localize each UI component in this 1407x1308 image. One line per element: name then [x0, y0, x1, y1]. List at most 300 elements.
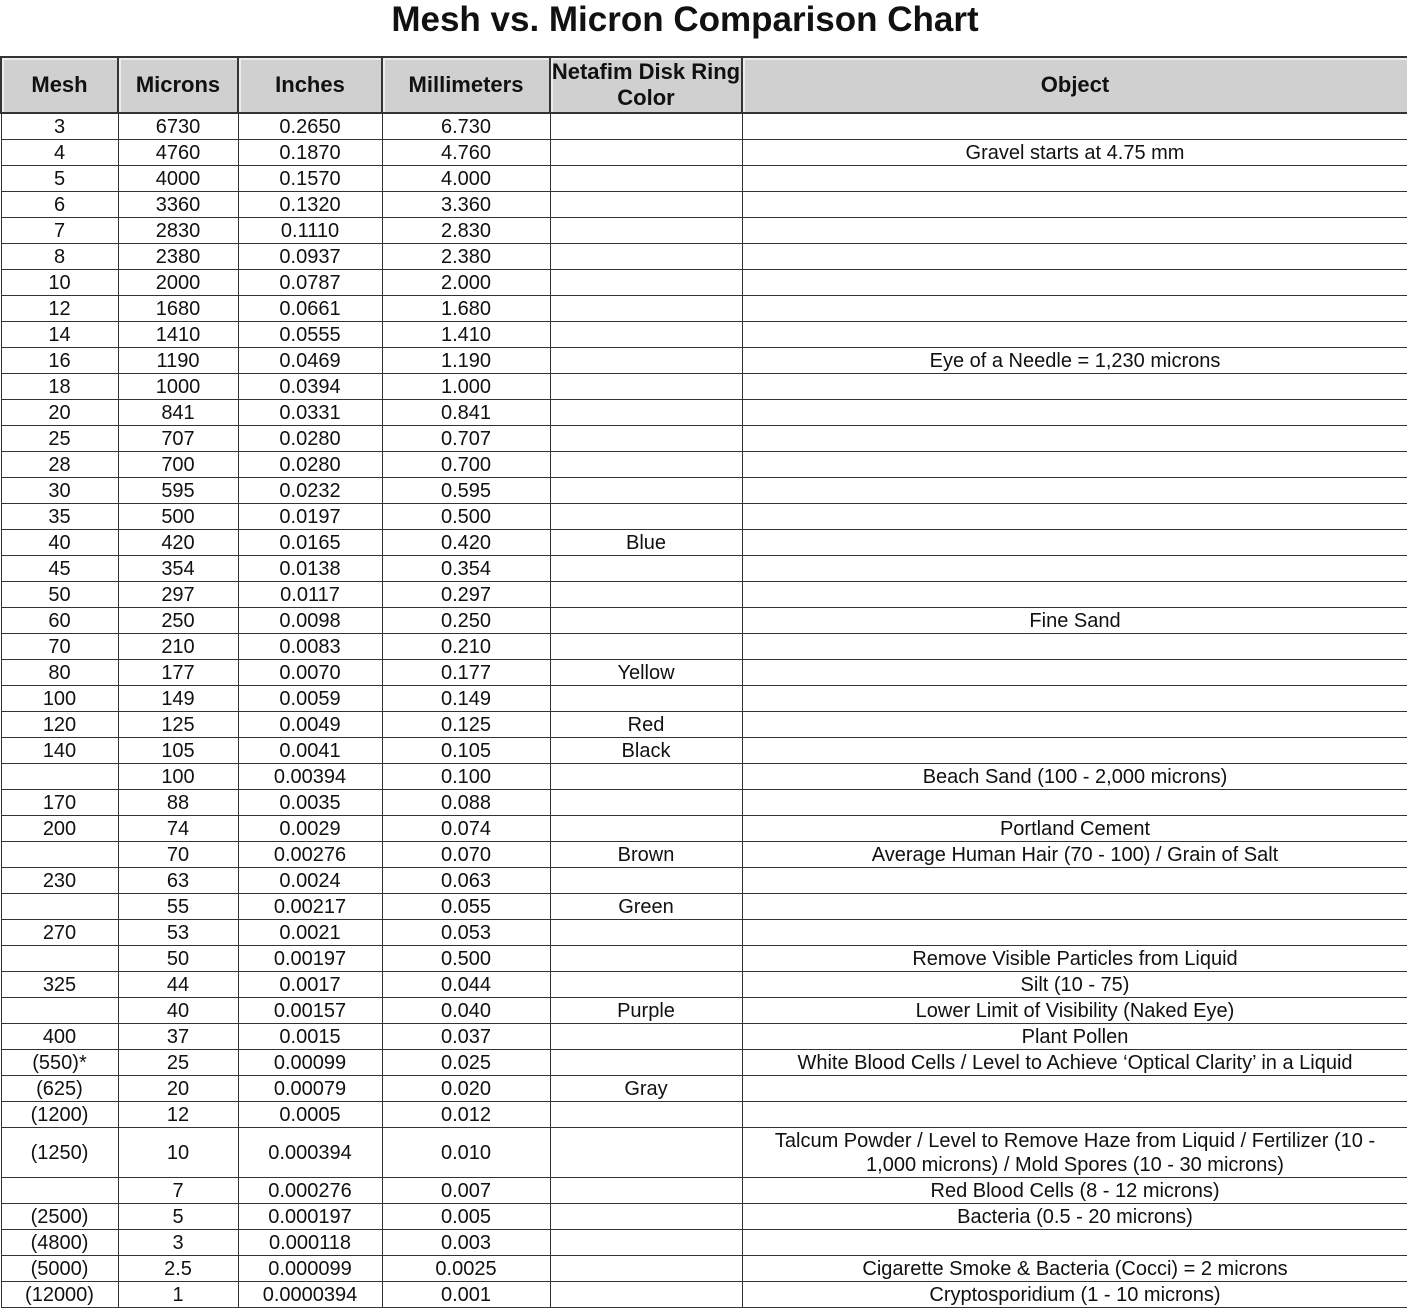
cell-microns: 297 [118, 582, 238, 608]
table-row [1, 1050, 1407, 1076]
cell-mesh: 40 [1, 530, 118, 556]
cell-ring-color: Yellow [550, 660, 742, 686]
cell-ring-color [550, 166, 742, 192]
cell-millimeters: 0.354 [382, 556, 550, 582]
cell-millimeters: 0.010 [382, 1128, 550, 1178]
cell-ring-color [550, 920, 742, 946]
cell-object: Remove Visible Particles from Liquid [742, 946, 1407, 972]
cell-millimeters: 0.841 [382, 400, 550, 426]
table-row [1, 322, 1407, 348]
cell-microns: 5 [118, 1204, 238, 1230]
cell-microns: 20 [118, 1076, 238, 1102]
table-row [1, 1024, 1407, 1050]
table-row [1, 556, 1407, 582]
cell-millimeters: 0.595 [382, 478, 550, 504]
cell-mesh: 5 [1, 166, 118, 192]
cell-millimeters: 2.830 [382, 218, 550, 244]
header-inches: Inches [238, 57, 382, 113]
cell-ring-color: Gray [550, 1076, 742, 1102]
table-row [1, 972, 1407, 998]
mesh-micron-table [0, 56, 1407, 1308]
table-row [1, 1178, 1407, 1204]
cell-object [742, 504, 1407, 530]
cell-ring-color [550, 322, 742, 348]
cell-ring-color [550, 634, 742, 660]
cell-mesh: 230 [1, 868, 118, 894]
cell-object [742, 894, 1407, 920]
cell-millimeters: 6.730 [382, 113, 550, 140]
cell-object [742, 113, 1407, 140]
cell-mesh [1, 842, 118, 868]
cell-ring-color [550, 504, 742, 530]
cell-object: Average Human Hair (70 - 100) / Grain of Salt [742, 842, 1407, 868]
cell-millimeters: 0.210 [382, 634, 550, 660]
cell-ring-color [550, 1050, 742, 1076]
cell-microns: 4000 [118, 166, 238, 192]
cell-millimeters: 0.074 [382, 816, 550, 842]
table-row [1, 712, 1407, 738]
cell-microns: 2.5 [118, 1256, 238, 1282]
table-row [1, 1076, 1407, 1102]
cell-microns: 7 [118, 1178, 238, 1204]
cell-ring-color: Purple [550, 998, 742, 1024]
cell-microns: 149 [118, 686, 238, 712]
cell-microns: 88 [118, 790, 238, 816]
cell-inches: 0.0937 [238, 244, 382, 270]
cell-millimeters: 0.700 [382, 452, 550, 478]
cell-mesh: 25 [1, 426, 118, 452]
cell-object: Fine Sand [742, 608, 1407, 634]
cell-inches: 0.000197 [238, 1204, 382, 1230]
cell-millimeters: 0.003 [382, 1230, 550, 1256]
cell-ring-color [550, 972, 742, 998]
cell-inches: 0.0017 [238, 972, 382, 998]
cell-inches: 0.0138 [238, 556, 382, 582]
cell-ring-color: Blue [550, 530, 742, 556]
cell-object: Plant Pollen [742, 1024, 1407, 1050]
cell-mesh: 10 [1, 270, 118, 296]
cell-inches: 0.0070 [238, 660, 382, 686]
cell-microns: 55 [118, 894, 238, 920]
cell-mesh: (2500) [1, 1204, 118, 1230]
cell-millimeters: 0.100 [382, 764, 550, 790]
cell-microns: 250 [118, 608, 238, 634]
cell-microns: 74 [118, 816, 238, 842]
cell-ring-color [550, 1102, 742, 1128]
cell-mesh: 30 [1, 478, 118, 504]
cell-millimeters: 0.020 [382, 1076, 550, 1102]
cell-mesh: 50 [1, 582, 118, 608]
cell-inches: 0.0029 [238, 816, 382, 842]
cell-inches: 0.0000394 [238, 1282, 382, 1308]
cell-millimeters: 0.500 [382, 946, 550, 972]
cell-microns: 841 [118, 400, 238, 426]
cell-object [742, 712, 1407, 738]
cell-mesh: (4800) [1, 1230, 118, 1256]
cell-object: Silt (10 - 75) [742, 972, 1407, 998]
cell-microns: 10 [118, 1128, 238, 1178]
cell-inches: 0.0005 [238, 1102, 382, 1128]
cell-microns: 1190 [118, 348, 238, 374]
cell-inches: 0.0021 [238, 920, 382, 946]
cell-object [742, 790, 1407, 816]
cell-millimeters: 0.250 [382, 608, 550, 634]
cell-mesh: 14 [1, 322, 118, 348]
cell-object: Gravel starts at 4.75 mm [742, 140, 1407, 166]
cell-ring-color [550, 1256, 742, 1282]
page-title: Mesh vs. Micron Comparison Chart [391, 0, 979, 39]
cell-inches: 0.00394 [238, 764, 382, 790]
cell-object: White Blood Cells / Level to Achieve ‘Optical Clarity’ in a Liquid [742, 1050, 1407, 1076]
cell-millimeters: 4.760 [382, 140, 550, 166]
cell-millimeters: 0.001 [382, 1282, 550, 1308]
cell-mesh: 16 [1, 348, 118, 374]
cell-microns: 3 [118, 1230, 238, 1256]
cell-object: Eye of a Needle = 1,230 microns [742, 348, 1407, 374]
table-row [1, 1128, 1407, 1178]
cell-ring-color [550, 192, 742, 218]
table-row [1, 608, 1407, 634]
cell-mesh: 35 [1, 504, 118, 530]
cell-ring-color [550, 686, 742, 712]
cell-ring-color [550, 556, 742, 582]
cell-millimeters: 2.000 [382, 270, 550, 296]
cell-millimeters: 0.040 [382, 998, 550, 1024]
cell-ring-color [550, 426, 742, 452]
cell-mesh: 140 [1, 738, 118, 764]
table-row [1, 426, 1407, 452]
cell-millimeters: 0.063 [382, 868, 550, 894]
table-row [1, 582, 1407, 608]
cell-inches: 0.0661 [238, 296, 382, 322]
cell-inches: 0.0035 [238, 790, 382, 816]
cell-ring-color [550, 868, 742, 894]
cell-microns: 707 [118, 426, 238, 452]
cell-object [742, 868, 1407, 894]
cell-inches: 0.0049 [238, 712, 382, 738]
cell-object: Portland Cement [742, 816, 1407, 842]
cell-object [742, 244, 1407, 270]
cell-mesh: 45 [1, 556, 118, 582]
cell-millimeters: 0.297 [382, 582, 550, 608]
header-millimeters: Millimeters [382, 57, 550, 113]
cell-millimeters: 1.190 [382, 348, 550, 374]
table-row [1, 296, 1407, 322]
cell-microns: 1000 [118, 374, 238, 400]
cell-inches: 0.2650 [238, 113, 382, 140]
cell-inches: 0.0787 [238, 270, 382, 296]
cell-microns: 6730 [118, 113, 238, 140]
cell-inches: 0.0469 [238, 348, 382, 374]
cell-microns: 63 [118, 868, 238, 894]
cell-microns: 53 [118, 920, 238, 946]
cell-microns: 700 [118, 452, 238, 478]
cell-microns: 2380 [118, 244, 238, 270]
cell-object [742, 166, 1407, 192]
table-row [1, 140, 1407, 166]
cell-inches: 0.000276 [238, 1178, 382, 1204]
cell-object [742, 738, 1407, 764]
cell-object [742, 634, 1407, 660]
cell-millimeters: 0.088 [382, 790, 550, 816]
cell-ring-color [550, 374, 742, 400]
cell-millimeters: 2.380 [382, 244, 550, 270]
cell-mesh [1, 946, 118, 972]
cell-object: Cryptosporidium (1 - 10 microns) [742, 1282, 1407, 1308]
cell-inches: 0.0041 [238, 738, 382, 764]
cell-object [742, 400, 1407, 426]
cell-ring-color [550, 1178, 742, 1204]
cell-mesh: 270 [1, 920, 118, 946]
cell-ring-color [550, 1230, 742, 1256]
cell-object [742, 218, 1407, 244]
cell-inches: 0.0024 [238, 868, 382, 894]
cell-mesh: (1200) [1, 1102, 118, 1128]
cell-inches: 0.0280 [238, 426, 382, 452]
cell-object [742, 660, 1407, 686]
cell-object [742, 452, 1407, 478]
cell-ring-color: Black [550, 738, 742, 764]
cell-object: Lower Limit of Visibility (Naked Eye) [742, 998, 1407, 1024]
cell-inches: 0.1870 [238, 140, 382, 166]
cell-object [742, 530, 1407, 556]
cell-inches: 0.0015 [238, 1024, 382, 1050]
cell-object: Red Blood Cells (8 - 12 microns) [742, 1178, 1407, 1204]
cell-object [742, 270, 1407, 296]
cell-mesh: 7 [1, 218, 118, 244]
cell-millimeters: 1.000 [382, 374, 550, 400]
cell-object [742, 920, 1407, 946]
cell-microns: 4760 [118, 140, 238, 166]
cell-mesh [1, 998, 118, 1024]
cell-mesh: 8 [1, 244, 118, 270]
cell-inches: 0.00276 [238, 842, 382, 868]
cell-microns: 44 [118, 972, 238, 998]
cell-inches: 0.0232 [238, 478, 382, 504]
cell-ring-color [550, 764, 742, 790]
cell-mesh: 12 [1, 296, 118, 322]
cell-millimeters: 0.420 [382, 530, 550, 556]
cell-ring-color [550, 218, 742, 244]
cell-ring-color [550, 244, 742, 270]
cell-inches: 0.00217 [238, 894, 382, 920]
table-row [1, 218, 1407, 244]
cell-mesh: 80 [1, 660, 118, 686]
cell-inches: 0.0555 [238, 322, 382, 348]
table-row [1, 1230, 1407, 1256]
cell-microns: 595 [118, 478, 238, 504]
cell-mesh: 20 [1, 400, 118, 426]
table-row [1, 894, 1407, 920]
cell-object [742, 1230, 1407, 1256]
header-row [1, 57, 1407, 113]
table-row [1, 634, 1407, 660]
table-row [1, 1256, 1407, 1282]
cell-microns: 37 [118, 1024, 238, 1050]
table-row [1, 374, 1407, 400]
table-row [1, 842, 1407, 868]
cell-object: Beach Sand (100 - 2,000 microns) [742, 764, 1407, 790]
cell-object [742, 192, 1407, 218]
cell-microns: 420 [118, 530, 238, 556]
cell-mesh: (550)* [1, 1050, 118, 1076]
header-object: Object [742, 57, 1407, 113]
table-row [1, 998, 1407, 1024]
cell-mesh: 6 [1, 192, 118, 218]
cell-millimeters: 0.125 [382, 712, 550, 738]
cell-inches: 0.1110 [238, 218, 382, 244]
table-row [1, 452, 1407, 478]
cell-ring-color [550, 400, 742, 426]
cell-ring-color [550, 1128, 742, 1178]
cell-ring-color [550, 1282, 742, 1308]
cell-millimeters: 0.0025 [382, 1256, 550, 1282]
cell-object [742, 296, 1407, 322]
cell-inches: 0.0117 [238, 582, 382, 608]
cell-microns: 105 [118, 738, 238, 764]
cell-millimeters: 1.410 [382, 322, 550, 348]
cell-mesh: 18 [1, 374, 118, 400]
cell-millimeters: 0.025 [382, 1050, 550, 1076]
cell-microns: 1 [118, 1282, 238, 1308]
table-row [1, 348, 1407, 374]
cell-microns: 177 [118, 660, 238, 686]
cell-millimeters: 0.149 [382, 686, 550, 712]
cell-millimeters: 1.680 [382, 296, 550, 322]
cell-inches: 0.0331 [238, 400, 382, 426]
table-row [1, 113, 1407, 140]
cell-object [742, 1102, 1407, 1128]
cell-inches: 0.0165 [238, 530, 382, 556]
table-row [1, 868, 1407, 894]
table-body [1, 113, 1407, 1308]
cell-ring-color: Brown [550, 842, 742, 868]
cell-ring-color [550, 296, 742, 322]
cell-object [742, 322, 1407, 348]
cell-millimeters: 0.044 [382, 972, 550, 998]
table-row [1, 686, 1407, 712]
cell-inches: 0.0280 [238, 452, 382, 478]
cell-inches: 0.000099 [238, 1256, 382, 1282]
cell-ring-color: Red [550, 712, 742, 738]
cell-mesh: (1250) [1, 1128, 118, 1178]
header-mesh: Mesh [1, 57, 118, 113]
cell-millimeters: 0.005 [382, 1204, 550, 1230]
cell-microns: 210 [118, 634, 238, 660]
cell-mesh [1, 1178, 118, 1204]
cell-millimeters: 0.500 [382, 504, 550, 530]
cell-mesh [1, 894, 118, 920]
table-row [1, 504, 1407, 530]
cell-ring-color [550, 270, 742, 296]
cell-mesh: (625) [1, 1076, 118, 1102]
table-row [1, 660, 1407, 686]
cell-ring-color [550, 582, 742, 608]
cell-object: Bacteria (0.5 - 20 microns) [742, 1204, 1407, 1230]
cell-object: Cigarette Smoke & Bacteria (Cocci) = 2 microns [742, 1256, 1407, 1282]
table-row [1, 816, 1407, 842]
table-row [1, 920, 1407, 946]
cell-ring-color [550, 140, 742, 166]
cell-ring-color [550, 946, 742, 972]
cell-inches: 0.00197 [238, 946, 382, 972]
cell-millimeters: 0.053 [382, 920, 550, 946]
cell-mesh: 70 [1, 634, 118, 660]
cell-object [742, 1076, 1407, 1102]
cell-mesh: (12000) [1, 1282, 118, 1308]
cell-millimeters: 3.360 [382, 192, 550, 218]
cell-mesh: 325 [1, 972, 118, 998]
table-row [1, 400, 1407, 426]
cell-object [742, 556, 1407, 582]
cell-ring-color [550, 348, 742, 374]
cell-millimeters: 0.055 [382, 894, 550, 920]
cell-inches: 0.00157 [238, 998, 382, 1024]
cell-inches: 0.1320 [238, 192, 382, 218]
cell-inches: 0.0059 [238, 686, 382, 712]
cell-mesh: 200 [1, 816, 118, 842]
header-microns: Microns [118, 57, 238, 113]
cell-microns: 50 [118, 946, 238, 972]
cell-microns: 2830 [118, 218, 238, 244]
cell-millimeters: 0.707 [382, 426, 550, 452]
cell-ring-color [550, 1024, 742, 1050]
cell-millimeters: 0.007 [382, 1178, 550, 1204]
table-row [1, 1102, 1407, 1128]
table-row [1, 790, 1407, 816]
table-row [1, 738, 1407, 764]
table-row [1, 946, 1407, 972]
cell-millimeters: 0.012 [382, 1102, 550, 1128]
cell-microns: 3360 [118, 192, 238, 218]
table-row [1, 1204, 1407, 1230]
cell-mesh: 100 [1, 686, 118, 712]
table-row [1, 166, 1407, 192]
cell-mesh [1, 764, 118, 790]
cell-ring-color [550, 608, 742, 634]
table-row [1, 478, 1407, 504]
cell-inches: 0.00099 [238, 1050, 382, 1076]
cell-microns: 1410 [118, 322, 238, 348]
cell-ring-color: Green [550, 894, 742, 920]
cell-ring-color [550, 1204, 742, 1230]
cell-object [742, 426, 1407, 452]
cell-mesh: 400 [1, 1024, 118, 1050]
table-row [1, 270, 1407, 296]
cell-inches: 0.0197 [238, 504, 382, 530]
cell-mesh: 120 [1, 712, 118, 738]
cell-microns: 500 [118, 504, 238, 530]
cell-object [742, 374, 1407, 400]
cell-ring-color [550, 478, 742, 504]
cell-mesh: 4 [1, 140, 118, 166]
cell-microns: 125 [118, 712, 238, 738]
cell-microns: 25 [118, 1050, 238, 1076]
cell-inches: 0.00079 [238, 1076, 382, 1102]
cell-millimeters: 0.037 [382, 1024, 550, 1050]
cell-microns: 354 [118, 556, 238, 582]
cell-ring-color [550, 452, 742, 478]
cell-inches: 0.000394 [238, 1128, 382, 1178]
cell-ring-color [550, 113, 742, 140]
cell-inches: 0.1570 [238, 166, 382, 192]
cell-microns: 100 [118, 764, 238, 790]
table-row [1, 1282, 1407, 1308]
cell-mesh: 3 [1, 113, 118, 140]
table-row [1, 530, 1407, 556]
table-row [1, 244, 1407, 270]
cell-microns: 2000 [118, 270, 238, 296]
